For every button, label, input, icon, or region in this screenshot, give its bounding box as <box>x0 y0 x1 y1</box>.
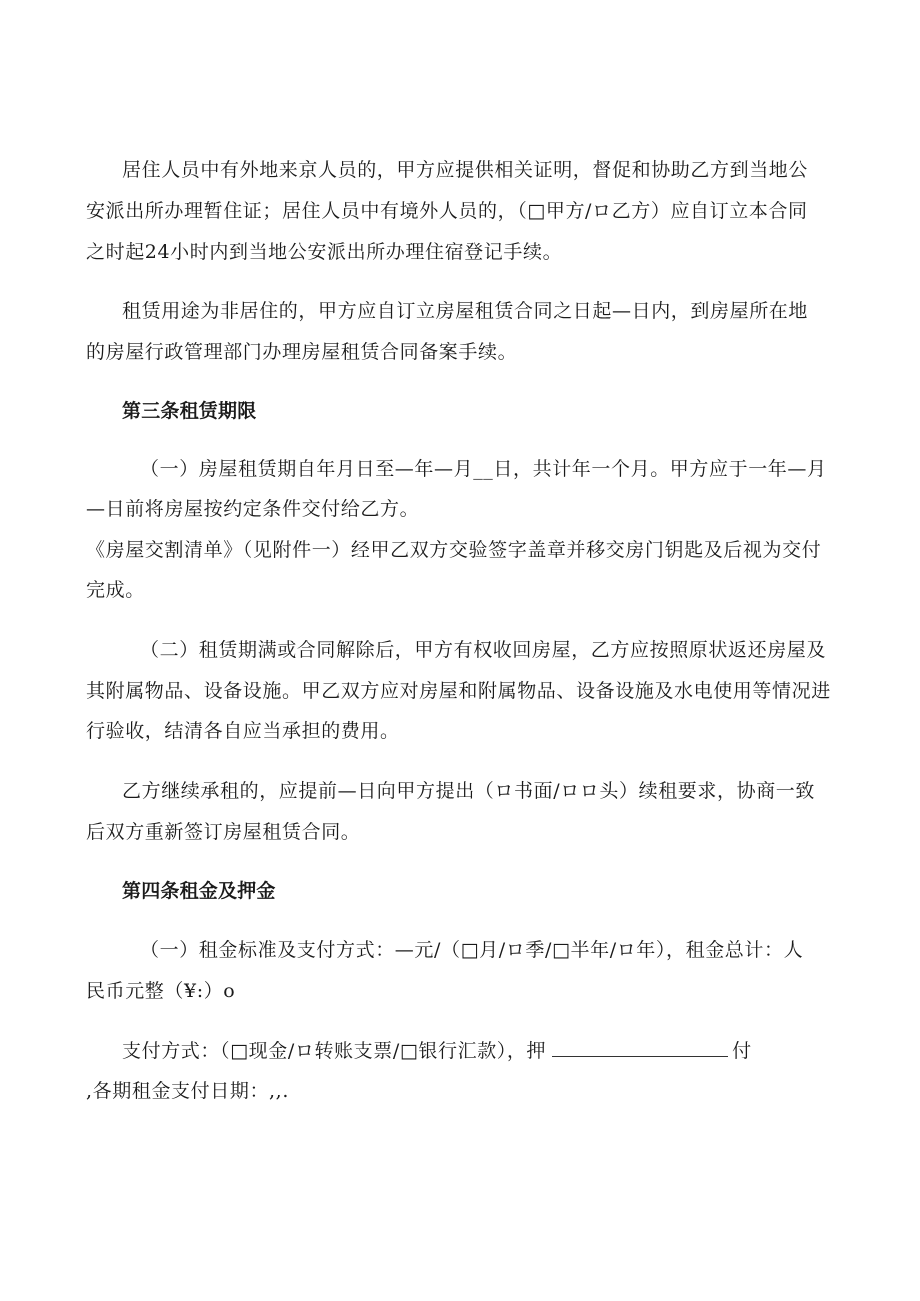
paragraph-5-line-2: 后双方重新签订房屋租赁合同。 <box>86 821 361 843</box>
payment-method-text: 支付方式：（□现金/ロ转账支票/□银行汇款），押 <box>122 1040 547 1062</box>
paragraph-4-line-1: （二）租赁期满或合同解除后，甲方有权收回房屋，乙方应按照原状返还房屋及 <box>140 639 827 661</box>
paragraph-4-line-2: 其附属物品、设备设施。甲乙双方应对房屋和附属物品、设备设施及水电使用等情况进 <box>86 680 831 702</box>
deposit-blank <box>552 1038 728 1057</box>
article-3-heading: 第三条租赁期限 <box>122 400 257 422</box>
paragraph-1-line-3: 之时起24小时内到当地公安派出所办理住宿登记手续。 <box>86 241 563 263</box>
paragraph-6-line-1: （一）租金标准及支付方式：—元/（□月/ロ季/□半年/ロ年），租金总计：人 <box>140 939 804 961</box>
paragraph-1-line-1: 居住人员中有外地来京人员的，甲方应提供相关证明，督促和协助乙方到当地公 <box>122 159 809 181</box>
paragraph-7-line-1 <box>122 1038 752 1063</box>
paragraph-5-line-1: 乙方继续承租的，应提前—日向甲方提出（ロ书面/ロロ头）续租要求，协商一致 <box>122 780 816 802</box>
payment-suffix-text: 付 <box>732 1040 752 1062</box>
paragraph-1-line-2: 安派出所办理暂住证；居住人员中有境外人员的，（□甲方/ロ乙方）应自订立本合同 <box>86 200 808 222</box>
paragraph-6-line-2: 民币元整（¥:）o <box>86 980 236 1002</box>
paragraph-3-line-1: （一）房屋租赁期自年月日至—年—月__日，共计年一个月。甲方应于一年—月 <box>140 458 827 480</box>
paragraph-3-line-3: 《房屋交割清单》（见附件一）经甲乙双方交验签字盖章并移交房门钥匙及后视为交付 <box>86 539 822 561</box>
paragraph-7-line-2: ,各期租金支付日期：,,. <box>86 1080 289 1102</box>
paragraph-3-line-2: —日前将房屋按约定条件交付给乙方。 <box>86 498 420 520</box>
article-4-heading: 第四条租金及押金 <box>122 880 276 902</box>
paragraph-4-line-3: 行验收，结清各自应当承担的费用。 <box>86 720 400 742</box>
paragraph-3-line-4: 完成。 <box>86 579 145 601</box>
paragraph-2-line-2: 的房屋行政管理部门办理房屋租赁合同备案手续。 <box>86 341 518 363</box>
paragraph-2-line-1: 租赁用途为非居住的，甲方应自订立房屋租赁合同之日起—日内，到房屋所在地 <box>122 300 809 322</box>
